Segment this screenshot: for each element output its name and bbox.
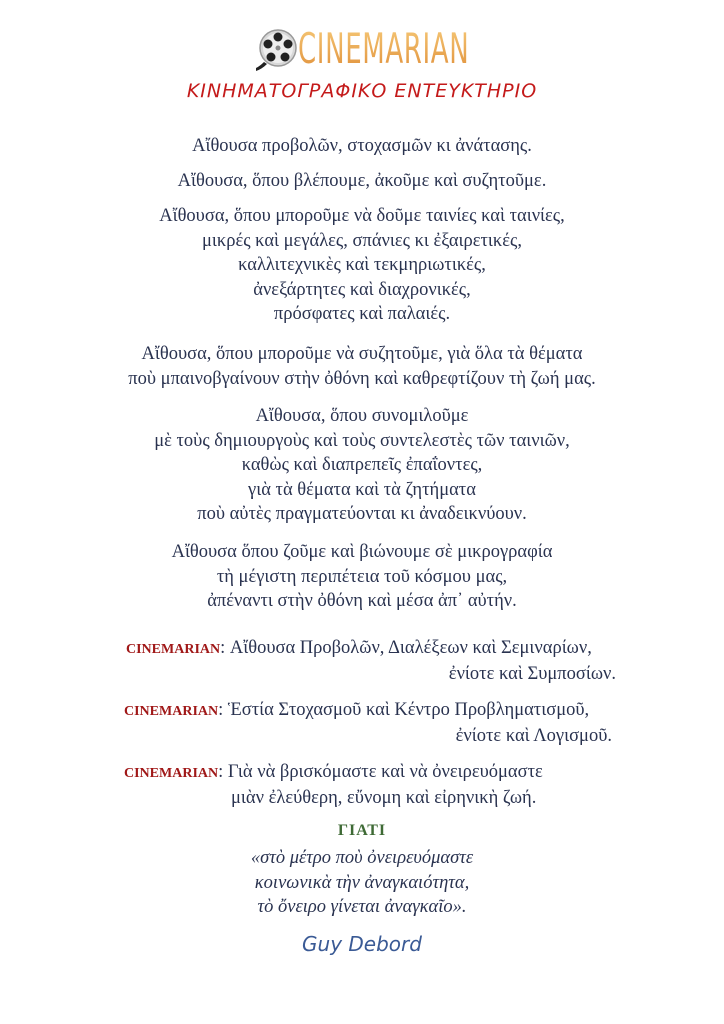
signature: Guy Debord: [302, 932, 422, 956]
paragraph-6: [0, 540, 724, 614]
film-reel-icon: [254, 28, 298, 72]
text-line: μικρές καὶ μεγάλες, σπάνιες κι ἐξαιρετικές,: [202, 230, 522, 251]
statement-line: ἐνίοτε καὶ Λογισμοῦ.: [455, 726, 612, 746]
text-line: ἀπέναντι στὴν ὀθόνη καὶ μέσα ἀπ᾽ αὐτήν.: [207, 591, 517, 611]
statement-3: [124, 760, 624, 811]
text-line: ποὺ αὐτὲς πραγματεύονται κι ἀναδεικνύουν.: [197, 504, 527, 524]
quote-line: κοινωνικὰ τὴν ἀναγκαιότητα,: [254, 872, 470, 893]
brand-name: CINEMARIAN: [298, 24, 470, 73]
text-line: τὴ μέγιστη περιπέτεια τοῦ κόσμου μας,: [216, 566, 508, 587]
paragraph-2: [0, 169, 724, 194]
quote-line: τὸ ὄνειρο γίνεται ἀναγκαῖο».: [257, 897, 467, 917]
text-line: ἀνεξάρτητες καὶ διαχρονικές,: [253, 279, 471, 300]
statement-line: μιὰν ἐλεύθερη, εὔνομη καὶ εἰρηνικὴ ζωή.: [231, 788, 537, 808]
paragraph-5: [0, 404, 724, 527]
paragraph-3: [0, 204, 724, 327]
text-line: Αἴθουσα, ὅπου μποροῦμε νὰ συζητοῦμε, γιὰ ὅλα τὰ θέματα: [141, 344, 583, 364]
text-line: καθὼς καὶ διαπρεπεῖς ἐπαΐοντες,: [241, 455, 483, 475]
brand-tag: CINEMARIAN: [126, 642, 221, 657]
subtitle: ΚΙΝΗΜΑΤΟΓΡΑΦΙΚΟ ΕΝΤΕΥΚΤΗΡΙΟ: [186, 80, 538, 102]
text-line: Αἴθουσα, ὅπου βλέπουμε, ἀκοῦμε καὶ συζητοῦμε.: [177, 171, 547, 191]
quote-line: «στὸ μέτρο ποὺ ὀνειρευόμαστε: [250, 848, 474, 868]
brand-tag: CINEMARIAN: [124, 704, 219, 719]
text-line: Αἴθουσα, ὅπου συνομιλοῦμε: [255, 406, 469, 426]
paragraph-1: [0, 134, 724, 159]
text-line: ποὺ μπαινοβγαίνουν στὴν ὀθόνη καὶ καθρεφτίζουν τὴ ζωή μας.: [128, 368, 596, 389]
text-line: Αἴθουσα, ὅπου μποροῦμε νὰ δοῦμε ταινίες καὶ ταινίες,: [159, 206, 565, 226]
statement-line: : Ἑστία Στοχασμοῦ καὶ Κέντρο Προβληματισμοῦ,: [218, 700, 590, 720]
text-line: Αἴθουσα ὅπου ζοῦμε καὶ βιώνουμε σὲ μικρογραφία: [171, 542, 553, 562]
brand-tag: CINEMARIAN: [124, 766, 219, 781]
quote: [0, 846, 724, 920]
text-line: γιὰ τὰ θέματα καὶ τὰ ζητήματα: [248, 479, 476, 500]
paragraph-4: [0, 342, 724, 391]
statement-1: [126, 636, 616, 687]
text-line: μὲ τοὺς δημιουργοὺς καὶ τοὺς συντελεστὲς τῶν ταινιῶν,: [154, 430, 570, 451]
logo: [252, 26, 482, 78]
statement-line: ἐνίοτε καὶ Συμποσίων.: [448, 664, 616, 684]
why-heading: ΓΙΑΤΙ: [337, 822, 387, 839]
statement-2: [124, 698, 612, 749]
text-line: πρόσφατες καὶ παλαιές.: [273, 304, 451, 324]
text-line: καλλιτεχνικὲς καὶ τεκμηριωτικές,: [238, 255, 486, 275]
statement-line: : Γιὰ νὰ βρισκόμαστε καὶ νὰ ὀνειρευόμαστε: [218, 762, 543, 782]
statement-line: : Αἴθουσα Προβολῶν, Διαλέξεων καὶ Σεμιναρίων,: [220, 638, 592, 658]
text-line: Αἴθουσα προβολῶν, στοχασμῶν κι ἀνάτασης.: [192, 136, 532, 156]
